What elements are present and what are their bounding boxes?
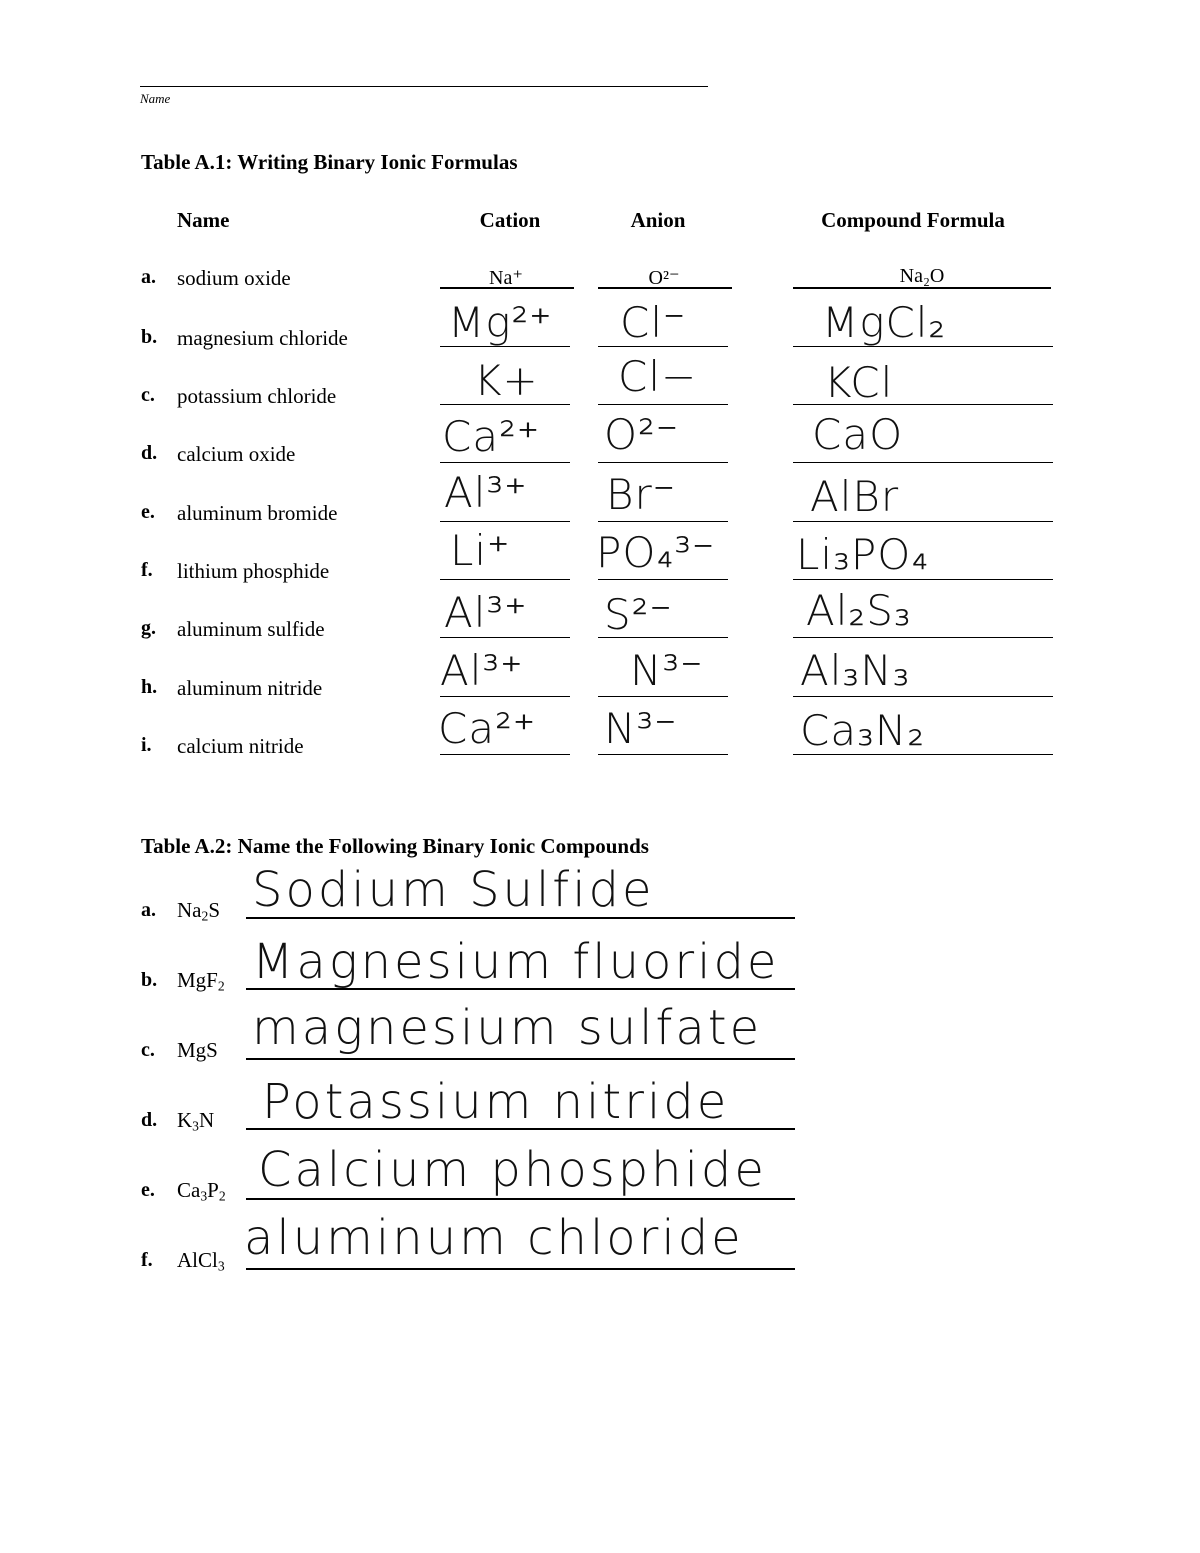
cation-value: Na⁺ xyxy=(489,267,523,289)
answer-line xyxy=(440,696,570,697)
answer-line xyxy=(793,287,1051,289)
formula-label: AlCl$_3$ xyxy=(177,1248,225,1274)
formula-handwritten: AlBr xyxy=(810,472,900,521)
answer-line xyxy=(440,346,570,347)
compound-name: aluminum sulfide xyxy=(177,617,325,641)
row-label: f. xyxy=(141,559,153,581)
answer-line xyxy=(793,696,1053,697)
anion-handwritten: Cl⁻ xyxy=(620,298,687,347)
answer-line xyxy=(598,521,728,522)
answer-line xyxy=(793,462,1053,463)
anion-handwritten: PO₄³⁻ xyxy=(596,528,716,577)
answer-line xyxy=(246,988,795,990)
anion-handwritten: S²⁻ xyxy=(604,590,673,639)
anion-value: O²⁻ xyxy=(648,267,680,289)
cation-handwritten: Al³⁺ xyxy=(444,588,528,637)
anion-handwritten: O²⁻ xyxy=(604,410,680,459)
row-label: g. xyxy=(141,617,156,639)
compound-name-handwritten: aluminum chloride xyxy=(244,1210,744,1266)
formula-handwritten: Al₃N₃ xyxy=(800,646,911,695)
answer-line xyxy=(246,1198,795,1200)
anion-handwritten: N³⁻ xyxy=(604,704,678,753)
table-a1-title: Table A.1: Writing Binary Ionic Formulas xyxy=(141,150,518,174)
answer-line xyxy=(598,346,728,347)
cation-handwritten: Ca²⁺ xyxy=(438,704,537,753)
answer-line xyxy=(598,696,728,697)
answer-line xyxy=(440,287,574,289)
answer-line xyxy=(598,404,728,405)
row-label: f. xyxy=(141,1249,153,1271)
name-label: Name xyxy=(140,91,171,106)
answer-line xyxy=(793,754,1053,755)
answer-line xyxy=(440,521,570,522)
row-label: c. xyxy=(141,1039,155,1061)
answer-line xyxy=(246,1058,795,1060)
answer-line xyxy=(440,754,570,755)
answer-line xyxy=(793,346,1053,347)
compound-name: aluminum nitride xyxy=(177,676,323,700)
compound-name: sodium oxide xyxy=(177,266,291,290)
formula-handwritten: Al₂S₃ xyxy=(806,586,912,635)
row-label: b. xyxy=(141,969,158,991)
cation-handwritten: Ca²⁺ xyxy=(442,412,541,461)
answer-line xyxy=(793,637,1053,638)
formula-handwritten: KCl xyxy=(824,358,894,407)
compound-formula-value: Na₂O xyxy=(899,265,945,287)
row-label: h. xyxy=(141,676,158,698)
formula-label: MgS xyxy=(177,1038,218,1062)
row-label: i. xyxy=(141,734,152,756)
row-label: e. xyxy=(141,1179,155,1201)
answer-line xyxy=(246,1128,795,1130)
row-label: c. xyxy=(141,384,155,406)
answer-line xyxy=(598,462,728,463)
answer-line xyxy=(246,917,795,919)
compound-name: lithium phosphide xyxy=(177,559,330,583)
row-label: a. xyxy=(141,266,156,288)
name-field-line xyxy=(140,86,708,87)
formula-label: $Na_2S$ xyxy=(177,898,221,924)
compound-name: potassium chloride xyxy=(177,384,337,408)
row-label: b. xyxy=(141,326,158,348)
answer-line xyxy=(598,287,732,289)
compound-name: aluminum bromide xyxy=(177,501,338,525)
cation-handwritten: Al³⁺ xyxy=(444,468,528,517)
compound-name: magnesium chloride xyxy=(177,326,348,350)
formula-handwritten: CaO xyxy=(812,410,904,459)
column-header-cation: Cation xyxy=(479,208,541,232)
formula-handwritten: Ca₃N₂ xyxy=(800,706,926,755)
compound-name-handwritten: Potassium nitride xyxy=(262,1074,730,1130)
column-header-anion: Anion xyxy=(630,208,686,232)
compound-name-handwritten: magnesium sulfate xyxy=(252,1000,763,1056)
compound-name-handwritten: Magnesium fluoride xyxy=(252,934,780,990)
formula-label: $Ca_3P_2$ xyxy=(177,1178,226,1204)
answer-line xyxy=(598,579,728,580)
answer-line xyxy=(598,754,728,755)
cation-handwritten: Li⁺ xyxy=(450,526,511,575)
answer-line xyxy=(793,521,1053,522)
cation-handwritten: Al³⁺ xyxy=(440,646,524,695)
answer-line xyxy=(793,579,1053,580)
row-label: a. xyxy=(141,899,156,921)
compound-name-handwritten: Sodium Sulfide xyxy=(252,862,655,918)
formula-handwritten: MgCl₂ xyxy=(822,298,947,347)
row-label: e. xyxy=(141,501,155,523)
answer-line xyxy=(440,637,570,638)
formula-label: MgF$_2$ xyxy=(177,968,225,994)
answer-line xyxy=(440,579,570,580)
table-a2-title: Table A.2: Name the Following Binary Ionic Compounds xyxy=(141,834,649,858)
compound-name: calcium oxide xyxy=(177,442,296,466)
compound-name: calcium nitride xyxy=(177,734,304,758)
anion-handwritten: Cl− xyxy=(618,352,698,401)
row-label: d. xyxy=(141,442,158,464)
column-header-name: Name xyxy=(177,208,230,232)
formula-label: $K_3N$ xyxy=(177,1108,215,1134)
row-label: d. xyxy=(141,1109,158,1131)
cation-handwritten: K+ xyxy=(474,356,539,405)
answer-line xyxy=(440,462,570,463)
column-header-compound-formula: Compound Formula xyxy=(821,208,1005,232)
answer-line xyxy=(246,1268,795,1270)
cation-handwritten: Mg²⁺ xyxy=(448,298,553,347)
answer-line xyxy=(440,404,570,405)
formula-handwritten: Li₃PO₄ xyxy=(796,530,930,579)
answer-line xyxy=(793,404,1053,405)
answer-line xyxy=(598,637,728,638)
anion-handwritten: Br⁻ xyxy=(606,470,676,519)
compound-name-handwritten: Calcium phosphide xyxy=(258,1142,767,1198)
anion-handwritten: N³⁻ xyxy=(630,646,704,695)
